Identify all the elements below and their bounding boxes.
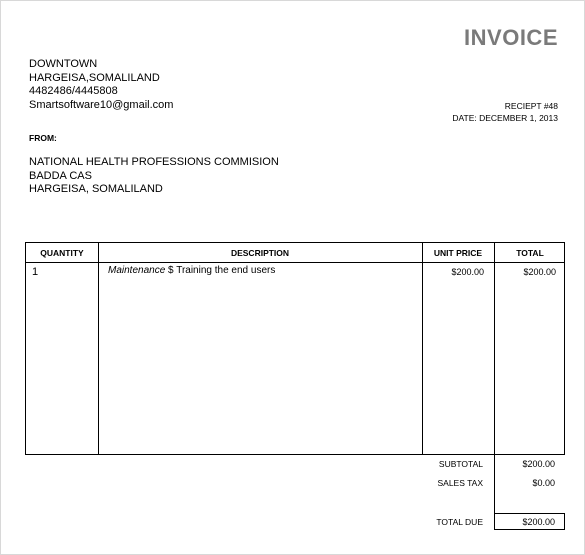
sales-tax-label: SALES TAX [437, 478, 483, 488]
invoice-date: DATE: DECEMBER 1, 2013 [452, 113, 558, 123]
subtotal-label: SUBTOTAL [438, 459, 483, 469]
client-name: NATIONAL HEALTH PROFESSIONS COMMISION [29, 156, 279, 168]
invoice-title: INVOICE [464, 25, 558, 50]
total-due-label: TOTAL DUE [436, 517, 483, 527]
header-quantity: QUANTITY [40, 248, 84, 258]
row-description-rest: $ Training the end users [165, 265, 276, 276]
subtotal-value: $200.00 [522, 459, 555, 469]
header-total: TOTAL [516, 248, 544, 258]
receipt-number: RECIEPT #48 [504, 101, 558, 111]
row-quantity: 1 [32, 266, 39, 278]
client-address-block [29, 156, 279, 197]
row-description-italic: Maintenance [108, 265, 166, 276]
company-city: HARGEISA,SOMALILAND [29, 71, 160, 84]
header-unit-price: UNIT PRICE [433, 248, 483, 258]
receipt-meta [452, 100, 558, 124]
line-items-table [25, 242, 565, 455]
sales-tax-value: $0.00 [532, 478, 555, 488]
totals-block [25, 455, 565, 535]
client-street: BADDA CAS [29, 169, 92, 182]
row-unit-price: $200.00 [451, 267, 484, 277]
column-divider [98, 243, 99, 454]
company-phone: 4482486/4445808 [29, 85, 118, 98]
header-description: DESCRIPTION [230, 248, 290, 258]
total-due-value: $200.00 [522, 517, 555, 527]
company-email: Smartsoftware10@gmail.com [29, 98, 174, 111]
company-name: DOWNTOWN [29, 58, 98, 70]
client-city: HARGEISA, SOMALILAND [29, 183, 163, 196]
company-address-block [29, 58, 173, 112]
row-description [108, 265, 275, 276]
row-total: $200.00 [523, 267, 556, 277]
from-label: FROM: [29, 133, 57, 143]
